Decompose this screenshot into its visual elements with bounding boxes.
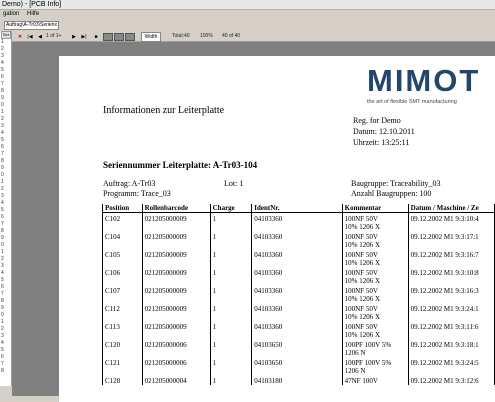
line-number: 5	[1, 277, 4, 283]
column-header: Position	[103, 204, 143, 213]
assembly-count-label: Anzahl Baugruppen: 100	[351, 189, 432, 198]
prev-page-icon[interactable]: ◀	[38, 34, 42, 40]
table-cell-ident: 04103360	[252, 321, 342, 331]
table-row	[103, 375, 495, 385]
table-cell-roll: 021205000006	[142, 357, 210, 367]
line-number: 5	[1, 67, 4, 73]
table-cell-komm2: 10% 1206 X	[342, 277, 408, 285]
table-cell-komm1: 100NF 50V	[342, 303, 408, 313]
table-row	[103, 267, 495, 277]
table-cell-empty	[408, 241, 494, 249]
tree-selector-value: Auftrag\A-Tr03\Serien	[6, 22, 55, 28]
table-cell-empty	[103, 259, 143, 267]
program-label: Programm: Trace_03	[103, 189, 171, 198]
table-cell-empty	[252, 277, 342, 285]
line-number: 9	[1, 305, 4, 311]
table-cell-empty	[103, 223, 143, 231]
line-number: 8	[1, 88, 4, 94]
table-cell-charge: 1	[210, 249, 252, 259]
table-cell-pos: C107	[103, 285, 143, 295]
registration-text: Reg. for Demo	[353, 116, 401, 125]
assembly-label: Baugruppe: Traceability_03	[351, 179, 441, 188]
line-number: 1	[1, 249, 4, 255]
tree-selector-row	[0, 20, 495, 30]
table-cell-empty	[210, 367, 252, 375]
line-number: 4	[1, 130, 4, 136]
table-row-continuation	[103, 313, 495, 321]
window-title-bar	[0, 0, 495, 10]
table-cell-roll: 021205000009	[142, 213, 210, 224]
table-cell-roll: 021205000004	[142, 375, 210, 385]
print-icon[interactable]	[103, 33, 113, 41]
table-cell-datum: 09.12.2002 M1 9:3:24:1	[408, 303, 494, 313]
line-number: 6	[1, 354, 4, 360]
line-number: 3	[1, 123, 4, 129]
table-cell-pos: C121	[103, 357, 143, 367]
table-cell-empty	[408, 349, 494, 357]
table-cell-empty	[103, 367, 143, 375]
components-table	[102, 204, 495, 385]
table-cell-charge: 1	[210, 267, 252, 277]
table-cell-empty	[408, 331, 494, 339]
table-cell-roll: 021205000009	[142, 267, 210, 277]
total-label: Total:40	[172, 33, 190, 39]
table-cell-empty	[252, 367, 342, 375]
table-cell-pos: C104	[103, 231, 143, 241]
table-cell-roll: 021205000006	[142, 339, 210, 349]
line-number: 7	[1, 361, 4, 367]
table-cell-komm2: 10% 1206 X	[342, 259, 408, 267]
table-cell-empty	[210, 259, 252, 267]
line-number: 0	[1, 172, 4, 178]
table-row-continuation	[103, 331, 495, 339]
table-cell-ident: 04103360	[252, 303, 342, 313]
line-number: 1	[1, 179, 4, 185]
table-cell-pos: C112	[103, 303, 143, 313]
table-cell-roll: 021205000009	[142, 285, 210, 295]
table-cell-ident: 04103650	[252, 339, 342, 349]
table-cell-komm2: 10% 1206 X	[342, 295, 408, 303]
column-header: Charge	[210, 204, 252, 213]
line-number: 8	[1, 228, 4, 234]
line-number: 5	[1, 347, 4, 353]
table-row-continuation	[103, 295, 495, 303]
last-page-icon[interactable]: ▶|	[81, 34, 87, 40]
table-cell-komm1: 100PF 100V 5%	[342, 339, 408, 349]
table-cell-empty	[142, 367, 210, 375]
table-cell-charge: 1	[210, 321, 252, 331]
table-cell-ident: 04103180	[252, 375, 342, 385]
table-cell-empty	[252, 223, 342, 231]
line-number: 2	[1, 186, 4, 192]
line-number-list	[0, 39, 11, 375]
line-number: 2	[1, 116, 4, 122]
menu-bar	[0, 10, 495, 19]
line-number: 8	[1, 158, 4, 164]
tree-selector[interactable]	[4, 21, 59, 30]
export-icon[interactable]	[114, 33, 124, 41]
table-cell-komm2: 1206 N	[342, 349, 408, 357]
table-cell-empty	[210, 349, 252, 357]
line-number: 7	[1, 151, 4, 157]
table-cell-komm1: 100NF 50V	[342, 267, 408, 277]
table-row	[103, 285, 495, 295]
table-row-continuation	[103, 259, 495, 267]
table-cell-empty	[210, 241, 252, 249]
line-number: 9	[1, 95, 4, 101]
zoom-select[interactable]: Width	[141, 32, 161, 42]
table-cell-datum: 09.12.2002 M1 9:3:10:8	[408, 267, 494, 277]
table-cell-empty	[103, 313, 143, 321]
column-header: Kommentar	[342, 204, 408, 213]
line-number: 6	[1, 144, 4, 150]
logo-tagline: the art of flexible SMT manufacturing	[367, 99, 457, 105]
table-cell-charge: 1	[210, 339, 252, 349]
table-cell-pos: C113	[103, 321, 143, 331]
table-cell-empty	[408, 223, 494, 231]
table-cell-empty	[408, 277, 494, 285]
line-number: 8	[1, 368, 4, 374]
table-cell-pos: C120	[103, 339, 143, 349]
table-cell-komm1: 100PF 100V 5%	[342, 357, 408, 367]
table-cell-pos: C102	[103, 213, 143, 224]
table-cell-ident: 04103360	[252, 267, 342, 277]
line-number: 0	[1, 102, 4, 108]
report-page	[59, 56, 495, 402]
table-cell-empty	[103, 349, 143, 357]
report-viewer[interactable]	[12, 42, 495, 396]
line-number: 9	[1, 165, 4, 171]
line-number: 4	[1, 340, 4, 346]
line-number: 1	[1, 39, 4, 45]
table-cell-empty	[408, 367, 494, 375]
line-number: 4	[1, 200, 4, 206]
table-cell-komm2: 10% 1206 X	[342, 241, 408, 249]
percent-label: 100%	[200, 33, 213, 39]
table-cell-empty	[252, 331, 342, 339]
table-cell-datum: 09.12.2002 M1 9:3:16:7	[408, 249, 494, 259]
table-cell-empty	[210, 277, 252, 285]
column-header: Datum / Maschine / Ze	[408, 204, 494, 213]
page-indicator: 1 of 1+	[46, 33, 62, 39]
table-cell-empty	[210, 313, 252, 321]
table-row	[103, 339, 495, 349]
lot-label: Lot: 1	[224, 179, 244, 188]
table-cell-empty	[142, 277, 210, 285]
column-header: IdentNr.	[252, 204, 342, 213]
table-cell-pos: C106	[103, 267, 143, 277]
line-number: 4	[1, 60, 4, 66]
line-number: 1	[1, 109, 4, 115]
line-number: 5	[1, 137, 4, 143]
line-number: 4	[1, 270, 4, 276]
left-panel-header[interactable]: Ser	[2, 32, 10, 37]
table-cell-empty	[252, 313, 342, 321]
table-cell-komm2: 10% 1206 X	[342, 331, 408, 339]
line-number: 5	[1, 207, 4, 213]
line-number: 3	[1, 263, 4, 269]
table-cell-empty	[252, 349, 342, 357]
table-cell-empty	[103, 331, 143, 339]
table-row-continuation	[103, 277, 495, 285]
table-cell-charge: 1	[210, 285, 252, 295]
table-cell-komm1: 100NF 50V	[342, 285, 408, 295]
table-row-continuation	[103, 223, 495, 231]
table-cell-empty	[252, 295, 342, 303]
table-cell-empty	[142, 223, 210, 231]
table-cell-empty	[142, 241, 210, 249]
line-number: 6	[1, 284, 4, 290]
stop-icon[interactable]: ■	[94, 34, 98, 40]
table-header-row	[103, 204, 495, 213]
table-cell-empty	[142, 295, 210, 303]
line-number: 0	[1, 312, 4, 318]
table-cell-ident: 04103360	[252, 285, 342, 295]
window-title: Demo) - [PCB Info]	[2, 1, 62, 8]
table-body	[103, 213, 495, 386]
table-cell-charge: 1	[210, 231, 252, 241]
table-cell-empty	[408, 295, 494, 303]
line-number: 9	[1, 235, 4, 241]
first-page-icon[interactable]: |◀	[27, 34, 33, 40]
line-number: 7	[1, 221, 4, 227]
table-row	[103, 213, 495, 224]
table-cell-charge: 1	[210, 303, 252, 313]
table-cell-komm1: 100NF 50V	[342, 321, 408, 331]
table-row-continuation	[103, 367, 495, 375]
table-cell-ident: 04103650	[252, 357, 342, 367]
line-number: 2	[1, 326, 4, 332]
report-time: Uhrzeit: 13:25:11	[353, 138, 410, 147]
table-cell-charge: 1	[210, 213, 252, 224]
table-cell-datum: 09.12.2002 M1 9:3:17:1	[408, 231, 494, 241]
table-row-continuation	[103, 349, 495, 357]
table-cell-empty	[210, 295, 252, 303]
table-cell-charge: 1	[210, 357, 252, 367]
table-cell-empty	[142, 349, 210, 357]
table-cell-empty	[408, 259, 494, 267]
table-cell-komm2: 10% 1206 X	[342, 313, 408, 321]
left-panel	[0, 31, 12, 386]
line-number: 8	[1, 298, 4, 304]
order-label: Auftrag: A-Tr03	[103, 179, 156, 188]
table-cell-datum: 09.12.2002 M1 9:3:24:5	[408, 357, 494, 367]
menu-item-help[interactable]: Hilfe	[27, 11, 40, 17]
line-number: 1	[1, 319, 4, 325]
table-cell-roll: 021205000009	[142, 249, 210, 259]
table-cell-charge: 1	[210, 375, 252, 385]
table-cell-ident: 04103360	[252, 213, 342, 224]
table-cell-ident: 04103360	[252, 249, 342, 259]
report-toolbar	[12, 31, 495, 42]
clear-icon[interactable]: x	[54, 22, 57, 28]
line-number: 7	[1, 81, 4, 87]
table-cell-empty	[103, 295, 143, 303]
table-cell-roll: 021205000009	[142, 303, 210, 313]
table-cell-datum: 09.12.2002 M1 9:3:11:6	[408, 321, 494, 331]
mimot-logo: MIMOT	[367, 63, 481, 98]
line-number: 2	[1, 46, 4, 52]
table-cell-komm1: 47NF 100V	[342, 375, 408, 385]
table-cell-datum: 09.12.2002 M1 9:3:16:3	[408, 285, 494, 295]
table-cell-empty	[142, 259, 210, 267]
report-title: Informationen zur Leiterplatte	[103, 105, 225, 116]
report-date: Datum: 12.10.2011	[353, 127, 415, 136]
table-cell-komm1: 100NF 50V	[342, 231, 408, 241]
table-row	[103, 231, 495, 241]
line-number: 3	[1, 53, 4, 59]
table-cell-empty	[142, 313, 210, 321]
line-number: 3	[1, 193, 4, 199]
table-cell-roll: 021205000009	[142, 231, 210, 241]
table-cell-empty	[210, 223, 252, 231]
table-cell-ident: 04103360	[252, 231, 342, 241]
table-cell-komm1: 100NF 50V	[342, 249, 408, 259]
table-cell-roll: 021205000009	[142, 321, 210, 331]
table-row-continuation	[103, 241, 495, 249]
table-cell-komm1: 100NF 50V	[342, 213, 408, 224]
line-number: 2	[1, 256, 4, 262]
table-row	[103, 249, 495, 259]
line-number: 3	[1, 333, 4, 339]
table-cell-empty	[408, 313, 494, 321]
line-number: 6	[1, 74, 4, 80]
close-icon[interactable]: ✕	[17, 34, 23, 40]
table-cell-empty	[252, 241, 342, 249]
record-count-label: 40 of 40	[222, 33, 241, 39]
table-cell-datum: 09.12.2002 M1 9:3:12:6	[408, 375, 494, 385]
table-row	[103, 321, 495, 331]
table-cell-komm2: 10% 1206 X	[342, 223, 408, 231]
column-header: Rollenbarcode	[142, 204, 210, 213]
table-row	[103, 303, 495, 313]
menu-item-navigation[interactable]: gation	[3, 11, 20, 17]
table-cell-empty	[210, 331, 252, 339]
next-page-icon[interactable]: ▶	[72, 34, 76, 40]
table-cell-datum: 09.12.2002 M1 9:3:10:4	[408, 213, 494, 224]
line-number: 6	[1, 214, 4, 220]
table-cell-empty	[103, 241, 143, 249]
table-row	[103, 357, 495, 367]
table-cell-datum: 09.12.2002 M1 9:3:18:1	[408, 339, 494, 349]
serial-number-title: Seriennummer Leiterplatte: A-Tr03-104	[103, 160, 258, 170]
table-cell-komm2: 1206 N	[342, 367, 408, 375]
table-cell-empty	[142, 331, 210, 339]
print-setup-icon[interactable]	[125, 33, 135, 41]
report-header-info	[353, 115, 415, 148]
line-number: 7	[1, 291, 4, 297]
table-cell-pos: C128	[103, 375, 143, 385]
table-cell-empty	[103, 277, 143, 285]
table-cell-pos: C105	[103, 249, 143, 259]
table-cell-empty	[252, 259, 342, 267]
line-number: 0	[1, 242, 4, 248]
